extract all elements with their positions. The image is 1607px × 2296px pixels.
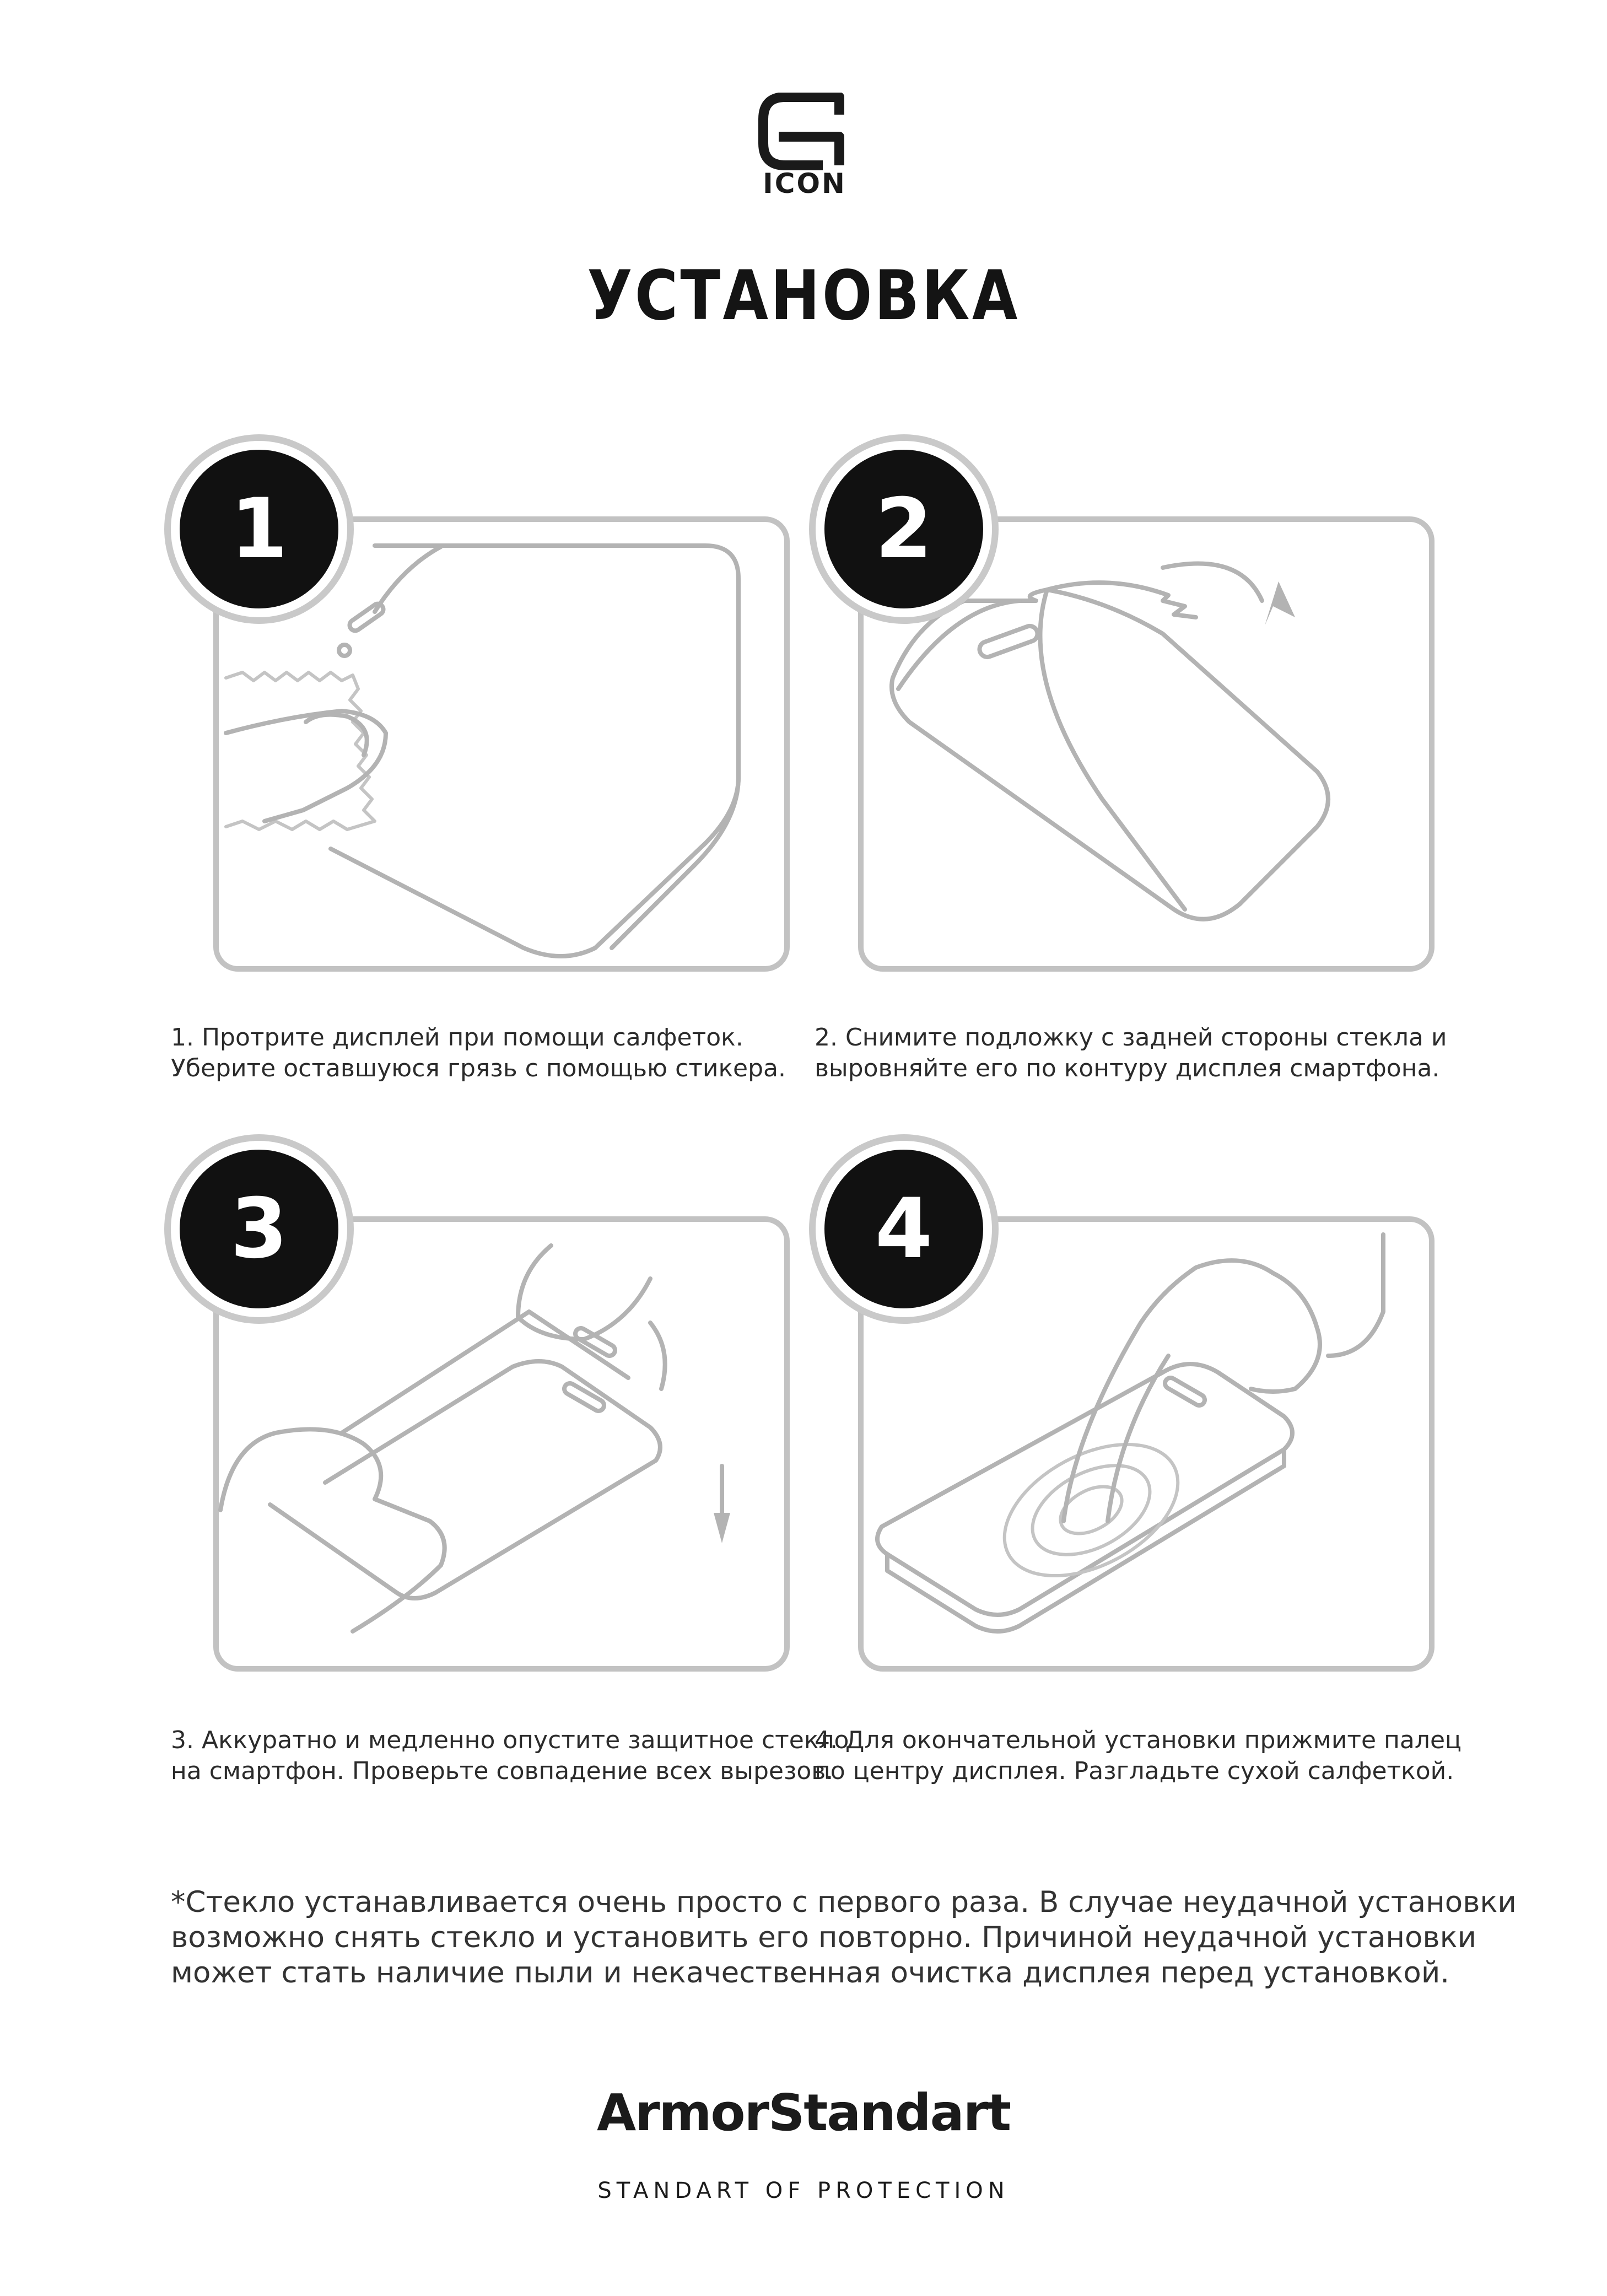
installation-note-line-2: возможно снять стекло и установить его повторно. Причиной неудачной установки	[171, 1921, 1477, 1954]
installation-note-line-1: *Стекло устанавливается очень просто с первого раза. В случае неудачной установки	[171, 1885, 1517, 1919]
step-3-caption-line-2: на смартфон. Проверьте совпадение всех вырезов.	[171, 1757, 834, 1785]
step-4-caption-line-2: по центру дисплея. Разгладьте сухой салфеткой.	[815, 1757, 1454, 1785]
step-1-caption-line-2: Уберите оставшуюся грязь с помощью стикера.	[171, 1054, 786, 1082]
step-2-caption-line-2: выровняйте его по контуру дисплея смартфона.	[815, 1054, 1440, 1082]
installation-note-line-3: может стать наличие пыли и некачественная очистка дисплея перед установкой.	[171, 1956, 1450, 1990]
step-1-caption	[171, 1022, 786, 1084]
step-1-caption-line-1: 1. Протрите дисплей при помощи салфеток.	[171, 1023, 743, 1052]
installation-note	[171, 1885, 1517, 1991]
brand-logo: ArmorStandart	[596, 2083, 1011, 2142]
page-title: УСТАНОВКА	[587, 256, 1020, 336]
step-4-badge: 4	[816, 1141, 992, 1317]
step-4-caption	[815, 1725, 1462, 1787]
step-4-caption-line-1: 4. Для окончательной установки прижмите палец	[815, 1726, 1462, 1754]
step-2-badge: 2	[816, 441, 992, 617]
step-2-caption	[815, 1022, 1447, 1084]
step-1-badge: 1	[171, 441, 347, 617]
step-3-caption	[171, 1725, 849, 1787]
step-3-badge: 3	[171, 1141, 347, 1317]
logo-wordmark: ICON	[763, 168, 846, 200]
brand-slogan: STANDART OF PROTECTION	[597, 2178, 1010, 2203]
step-2-caption-line-1: 2. Снимите подложку с задней стороны стекла и	[815, 1023, 1447, 1052]
step-3-caption-line-1: 3. Аккуратно и медленно опустите защитное стекло	[171, 1726, 849, 1754]
